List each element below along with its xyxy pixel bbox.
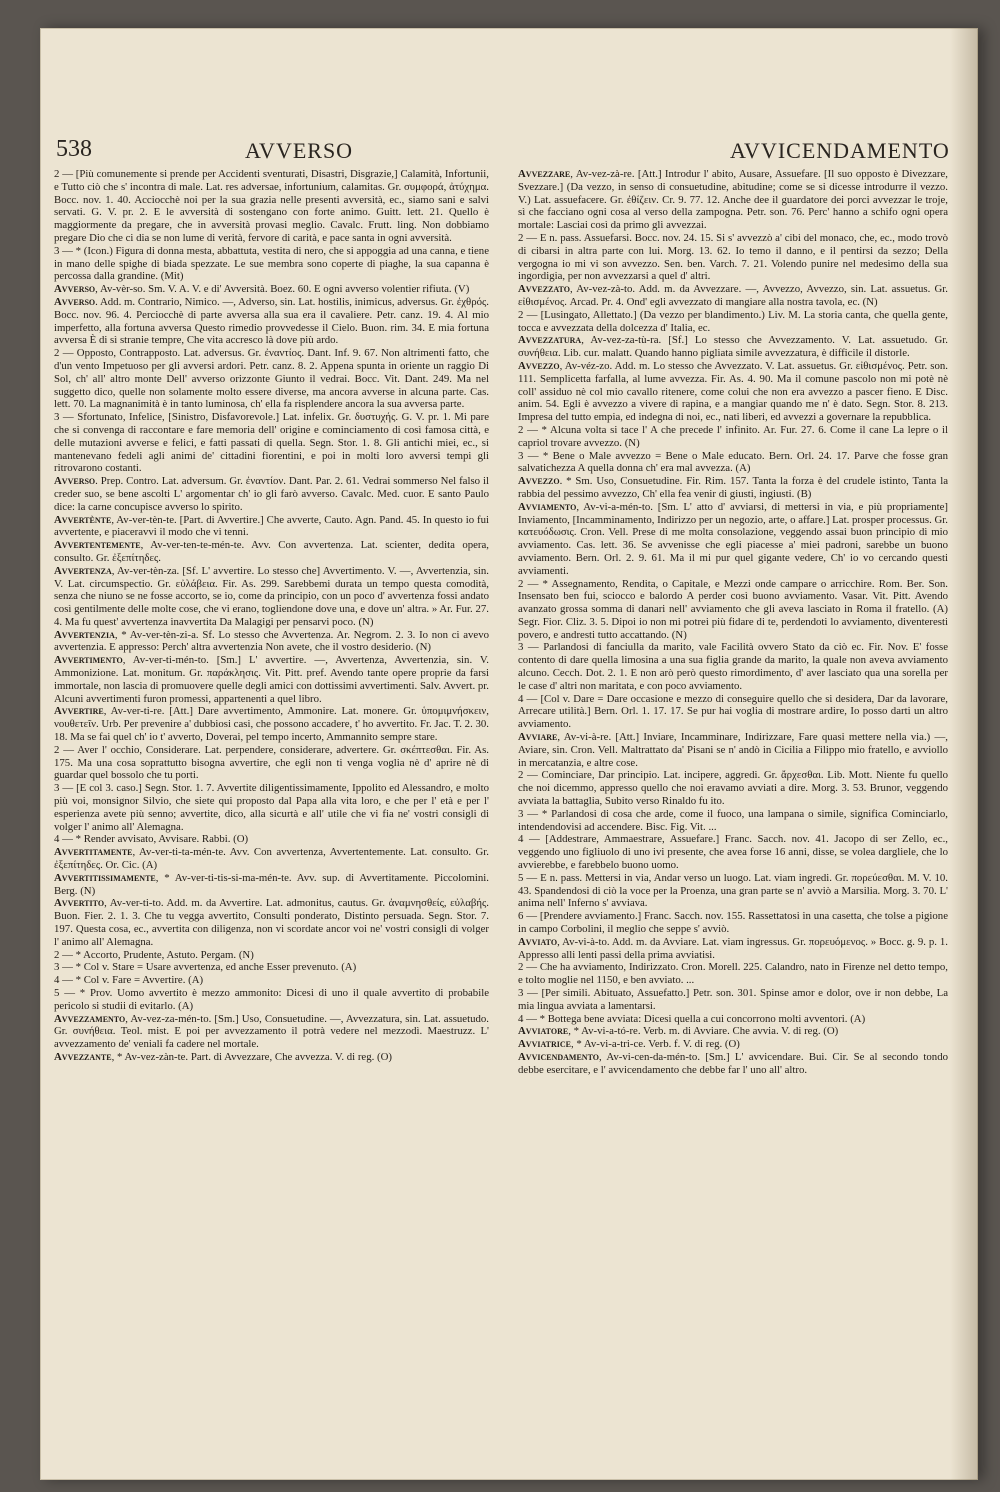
book-page: [40, 28, 978, 1480]
entry-headword: Avvertitissimamente: [54, 871, 156, 884]
dictionary-entry: [54, 514, 489, 540]
entry-text: 2 — * Accorto, Prudente, Astuto. Pergam. (N): [54, 948, 254, 961]
dictionary-entry: [518, 424, 948, 450]
entry-headword: Avvertimento: [54, 654, 123, 667]
entry-headword: Avvezzare: [518, 168, 571, 180]
dictionary-entry: [518, 475, 948, 501]
dictionary-entry: [54, 782, 489, 833]
entry-text: 3 — Parlandosi di fanciulla da marito, vale Facilità ovvero Stato da ciò ec. Fir. Nov. E' fosse contento di dare quella limosina a una sua figlia grande da marito, la quale non aveva avviamento alcuno. Cecch. Dot. 2. 1. E non arò però questo rimordimento, d' aver lasciato qua una sorella per le case d' altri non maritata, e con poco avviamento.: [518, 641, 948, 692]
entry-text: 6 — [Prendere avviamento.] Franc. Sacch. nov. 155. Rassettatosi in una casetta, che tolse a pigione in campo Corbolini, il meglio che seppe s' avviò.: [518, 910, 948, 936]
dictionary-entry: [518, 808, 948, 834]
page-number: 538: [56, 136, 92, 162]
entry-text: , Av-vi-à-to. Add. m. da Avviare. Lat. viam ingressus. Gr. πορευόμενος. » Bocc. g. 9. p. 1. Appresso alli lenti passi della prima avviatisi.: [518, 935, 948, 961]
entry-text: , Av-vèr-so. Sm. V. A. V. e di' Avversità. Boez. 60. E ogni avverso volentier rifiuta. (V): [95, 283, 470, 296]
entry-text: 4 — * Bottega bene avviata: Dicesi quella a cui concorrono molti avventori. (A): [518, 1012, 866, 1025]
entry-text: 2 — Cominciare, Dar principio. Lat. incipere, aggredi. Gr. ἄρχεσθαι. Lib. Mott. Niente fu quello che noi dicemmo, appresso quello che noi eravamo avviati a dire. Morg. 3. 53. Brunor, veggendo avviata la battaglia, Subito verso Rinaldo fu ito.: [518, 769, 948, 808]
entry-text: 4 — [Addestrare, Ammaestrare, Assuefare.] Franc. Sacch. nov. 41. Jacopo di ser Zello, ec., veggendo uno figliuolo di uno ivi presente, che avea forse 16 anni, disse, se volea dargliele, che lo avvierebbe, e farebbelo buono uomo.: [518, 833, 948, 872]
entry-text: 2 — Che ha avviamento, Indirizzato. Cron. Morell. 225. Calandro, nato in Firenze nel detto tempo, e tolto moglie nel 1150, e ben avviato. ...: [518, 961, 948, 987]
dictionary-entry: [518, 450, 948, 476]
entry-headword: Avviare: [518, 731, 558, 744]
dictionary-entry: [54, 654, 489, 705]
dictionary-entry: [518, 360, 948, 424]
dictionary-entry: [54, 411, 489, 475]
dictionary-entry: [518, 309, 948, 335]
dictionary-entry: [518, 693, 948, 731]
entry-headword: Avviato: [518, 935, 558, 948]
entry-text: . * Sm. Uso, Consuetudine. Fir. Rim. 157. Tanta la forza è del crudele istinto, Tanta la rabbia del pessimo avvezzo, Ch' ella fea venir di giusti, ingiusti. (B): [518, 475, 948, 500]
entry-text: 3 — Sfortunato, Infelice, [Sinistro, Disfavorevole.] Lat. infelix. Gr. δυστυχής. G. V. pr. 1. Mi pare che si convenga di raccontare e fare memoria dell' origine e cominciamento di così famosa città, e delle mutazioni avverse e felici, e fatti passati di quella. Segn. Stor. 1. 8. Gli antichi miei, ec., si mantenevano fedeli agli animi de' cittadini fiorentini, e poi in molti loro avversi tempi gli ritrovarono costanti.: [54, 411, 489, 475]
entry-text: , * Av-vez-zàn-te. Part. di Avvezzare, Che avvezza. V. di reg. (O): [111, 1050, 392, 1063]
entry-headword: Avviatore: [518, 1025, 569, 1038]
dictionary-entry: [518, 769, 948, 807]
dictionary-entry: [54, 347, 489, 411]
dictionary-entry: [54, 897, 489, 948]
entry-headword: Avverso: [54, 295, 96, 308]
dictionary-entry: [518, 1013, 948, 1026]
entry-text: 4 — * Render avvisato, Avvisare. Rabbi. (O): [54, 833, 249, 846]
entry-text: , Av-ver-ti-to. Add. m. da Avvertire. Lat. admonitus, cautus. Gr. ἀναμνησθείς, εὐλαβής. Buon. Fier. 2. 1. 3. Che tu vegga avvertito, Consulti ponderato, Distinto persuada. Segn. Stor. 7. 197. Questa cosa, ec., avvertita con diligenza, non vi scordate ancor voi ne' vostri consigli di volger l' animo all' Alemagna.: [54, 897, 489, 948]
entry-text: 4 — [Col v. Dare = Dare occasione e mezzo di conseguire quello che si desidera, Dar da lavorare, Arrecare utilità.] Bern. Orl. 1. 17. 17. Se pur hai voglia di mostrare ardire, Io posso darti un altro avviamento.: [518, 692, 948, 731]
entry-headword: Avvezzamento: [54, 1012, 126, 1025]
entry-text: , Av-ver-ti-mén-to. [Sm.] L' avvertire. —, Avvertenza, Avvertenzia, sin. V. Ammonizione. Lat. monitum. Gr. παράκλησις. Vit. Pitt. pref. Avendo tante opere proprie da farsi immortale, non lascia di promuovere quelle degli amici con dottissimi avvertimenti. Salv. Avvert. pr. Alcuni avvertimenti furon promessi, appartenenti a quel libro.: [54, 654, 489, 705]
dictionary-entry: [54, 961, 489, 974]
right-column: [518, 168, 948, 1418]
dictionary-entry: [518, 641, 948, 692]
entry-text: , Av-vi-cen-da-mén-to. [Sm.] L' avvicendare. Bui. Cir. Se al secondo tondo debbe esercitare, e l' avvicendamento che debbe far l' uno all' altro.: [518, 1050, 948, 1076]
dictionary-entry: [518, 334, 948, 360]
entry-text: , * Av-vi-a-tri-ce. Verb. f. V. di reg. (O): [571, 1038, 740, 1051]
entry-headword: Avvertènte: [54, 513, 112, 526]
dictionary-entry: [518, 833, 948, 871]
dictionary-entry: [518, 283, 948, 309]
dictionary-entry: [54, 974, 489, 987]
entry-text: 3 — [Per simili. Abituato, Assuefatto.] Petr. son. 301. Spinse amor e dolor, ove ir non debbe, La mia lingua avviata a lamentarsi.: [518, 987, 948, 1012]
dictionary-entry: [518, 872, 948, 910]
entry-text: 5 — * Prov. Uomo avvertito è mezzo ammonito: Dicesi di uno il quale avvertito di probabile pericolo si studii di evitarlo. (A): [54, 987, 489, 1012]
page-header: [40, 136, 978, 170]
entry-headword: Avvertito: [54, 897, 105, 910]
entry-text: , Av-vez-za-mén-to. [Sm.] Uso, Consuetudine. —, Avvezzatura, sin. Lat. assuetudo. Gr. συνήθεια. Teol. mist. E poi per avvezzamento il potrà vedere nel mezzodì. Maestruzz. L' avvezzamento de' veniali fa cadere nel mortale.: [54, 1012, 489, 1051]
dictionary-entry: [518, 731, 948, 769]
entry-text: 4 — * Col v. Fare = Avvertire. (A): [54, 974, 204, 987]
right-running-head: AVVICENDAMENTO: [730, 138, 950, 163]
dictionary-entry: [54, 168, 489, 245]
dictionary-entry: [518, 961, 948, 987]
entry-text: , * Av-ver-ti-tis-si-ma-mén-te. Avv. sup. di Avvertitamente. Piccolomini. Berg. (N): [54, 871, 489, 897]
entry-text: , Av-ver-ti-re. [Att.] Dare avvertimento, Ammonire. Lat. monere. Gr. ὑπομιμνήσκειν, νουθετεῖν. Urb. Per prevenire a' dubbiosi casi, che possono accadere, t' ho avvertito. Fr. Jac. T. 2. 30. 18. Ma se fai quel ch' io t' avverto, Doverai, pel tempo incerto, Ammannito sempre stare.: [54, 705, 489, 744]
entry-text: , Av-vez-zà-re. [Att.] Introdur l' abito, Ausare, Assuefare. [Il suo opposto è Divezzare, Svezzare.] (Da vezzo, in senso di consuetudine, abitudine; come se si dicesse introdurre il vezzo. V.) Lat. assuefacere. Gr. ἐθίζειν. Cr. 9. 77. 12. Anche dee il guardatore dei porci avvezzar le troje, sì che facciano ogni cosa al verso della zampogna. Petr. son. 76. Perc' hanno a schifo ogni opera mortale: Lasciai così da primo gli avvezzai.: [518, 168, 948, 232]
entry-text: 3 — * Col v. Stare = Usare avvertenza, ed anche Esser prevenuto. (A): [54, 961, 357, 974]
entry-text: 2 — * Assegnamento, Rendita, o Capitale, e Mezzi onde campare o arricchire. Rom. Ber. Son. Insensato ben fui, sciocco e balordo A perder così buono avviamento. Vasar. Vit. Pitt. Avendo avanzato grossa somma di danari nell' avviamento che gli aveva lasciato in Roma il fratello. (A) Segr. Fior. Cliz. 3. 5. Dipoi io non mi potrei più fidare di te, perdendoti lo avviamento, diventeresti povero, e andresti tutto accattando. (N): [518, 577, 948, 641]
entry-text: , Av-véz-zo. Add. m. Lo stesso che Avvezzato. V. Lat. assuetus. Gr. εἰθισμένος. Petr. son. 111. Semplicetta farfalla, al lume avvezza. Fir. As. 4. 90. Ma il comune pascolo non mi potè nè coll' assiduo nè col mio cavallo ritenere, come colui che non era avvezzo a pascer fieno. E Disc. anim. 54. Egli è avvezzo a vivere di rapina, e a mangiar quando me n' è dato. Segn. Stor. 8. 213. Impresa del tutto empia, ed indegna di noi, ec., nati liberi, ed avvezzi a governare la repubblica.: [518, 359, 948, 424]
dictionary-entry: [518, 987, 948, 1013]
entry-text: 2 — * Alcuna volta si tace l' A che precede l' infinito. Ar. Fur. 27. 6. Come il cane La lepre o il capriol trovare avvezzo. (N): [518, 423, 948, 449]
dictionary-entry: [54, 949, 489, 962]
entry-text: , Av-vi-a-mén-to. [Sm. L' atto d' avviarsi, di mettersi in via, e più propriamente] Inviamento, [Incamminamento, Indirizzo per un negozio, arte, o affare.] Lat. prosper processus. Gr. κατευόδωσις. Cron. Vell. Prese di me molta consolazione, veggendo assai buon principio di mio avviamento. Cas. lett. 36. Se avvenisse che egli piacesse a' miei padroni, sarebbe un buono avviamento. Bern. Orl. 2. 9. 61. Ma il mi pur quel gigante vedere, Ch' io vo cercando questi avviamenti.: [518, 500, 948, 577]
entry-headword: Avviamento: [518, 500, 577, 513]
dictionary-entry: [518, 910, 948, 936]
entry-text: , Av-ver-ti-ta-mén-te. Avv. Con avvertenza, Avvertentemente. Lat. consulto. Gr. ἐξεπίτηδες. Or. Cic. (A): [54, 846, 489, 872]
left-running-head: AVVERSO: [245, 138, 354, 163]
dictionary-entry: [54, 629, 489, 655]
entry-headword: Avverso: [54, 283, 96, 296]
dictionary-entry: [54, 296, 489, 347]
entry-headword: Avvezzante: [54, 1050, 112, 1063]
dictionary-entry: [518, 168, 948, 232]
dictionary-entry: [54, 744, 489, 782]
entry-headword: Avvertentemente: [54, 539, 141, 552]
entry-text: , * Av-ver-tèn-zi-a. Sf. Lo stesso che Avvertenza. Ar. Negrom. 2. 3. Io non ci avevo avvertenzia. E appresso: Perch' altra avvertenzia Non avete, che il vostro desiderio. (N): [54, 628, 489, 654]
entry-text: 2 — E n. pass. Assuefarsi. Bocc. nov. 24. 15. Si s' avvezzò a' cibi del monaco, che, ec., modo trovò di cibarsi in altra parte con lui. Morg. 13. 62. Io temo il danno, e il pentirsi da sezzo; Della vergogna io mi vi son avvezzo. Sen. ben. Varch. 7. 21. Volendo punire nel medesimo della sua ingordigia, per non avvezzarsi a quel d' altri.: [518, 231, 948, 283]
entry-text: , Av-ver-tèn-za. [Sf. L' avvertire. Lo stesso che] Avvertimento. V. —, Avvertenzia, sin. V. Lat. circumspectio. Gr. εὐλάβεια. Fir. As. 299. Sarebbemi durata un tempo questa comodità, senza che niuno se ne fosse accorto, se io, come da principio, con un poco d' avvertenza fossi andato così gentilmente delle molte cose, che vi erano, togliendone dove una, e dove un' altra. » Ar. Fur. 27. 4. Ma fu quest' avvertenza inavvertita Da Malagigi per pensarvi poco. (N): [54, 564, 489, 628]
dictionary-entry: [54, 245, 489, 283]
entry-headword: Avvertenzia: [54, 628, 115, 641]
dictionary-entry: [518, 936, 948, 962]
dictionary-entry: [54, 539, 489, 565]
dictionary-entry: [54, 1013, 489, 1051]
dictionary-entry: [54, 846, 489, 872]
entry-text: , Av-vez-za-tù-ra. [Sf.] Lo stesso che Avvezzamento. V. Lat. assuetudo. Gr. συνήθεια. Lib. cur. malatt. Quando hanno pigliata simile avvezzatura, è difficile il distorle.: [518, 334, 948, 360]
entry-headword: Avvezzo: [518, 475, 560, 488]
entry-text: 3 — * (Icon.) Figura di donna mesta, abbattuta, vestita di nero, che si appoggia ad una canna, e tiene in mano delle spighe di biada spezzate. Le sue membra sono coperte di piaghe, la sua capanna è percossa dalla grandine. (Mit): [54, 244, 489, 283]
entry-text: , Av-vez-zà-to. Add. m. da Avvezzare. —, Avvezzo, Avvezzo, sin. Lat. assuetus. Gr. εἰθισμένος. Arcad. Pr. 4. Ond' egli avvezzato di mangiare alla nostra tavola, ec. (N): [518, 283, 948, 308]
dictionary-entry: [518, 1051, 948, 1077]
entry-text: 3 — * Bene o Male avvezzo = Bene o Male educato. Bern. Orl. 24. 17. Parve che fosse gran salvatichezza A quella donna ch' era mal avvezza. (A): [518, 449, 948, 475]
dictionary-entry: [54, 833, 489, 846]
dictionary-entry: [54, 283, 489, 296]
entry-text: , Av-ver-tèn-te. [Part. di Avvertire.] Che avverte, Cauto. Agn. Pand. 45. In questo io fui avvertente, e piaceravvi il modo che vi tenni.: [54, 513, 489, 539]
entry-text: 5 — E n. pass. Mettersi in via, Andar verso un luogo. Lat. viam ingredi. Gr. πορεύεσθαι. M. V. 10. 43. Spandendosi di ciò la voce per la Proenza, una gran parte se n' avviò a Marsilia. Morg. 3. 70. L' anima nell' Inferno s' avviava.: [518, 871, 948, 910]
entry-headword: Avvertire: [54, 705, 104, 718]
entry-headword: Avvertenza: [54, 564, 112, 577]
entry-text: 3 — [E col 3. caso.] Segn. Stor. 1. 7. Avvertite diligentissimamente, Ippolito ed Alessandro, e molto più voi, monsignor Silvio, che siete qui proposto dal Papa alla vita loro, e che per l' età e per l' esperienza avete più senno; avvertite, dico, alla sicurtà e all' utile che vi fia ne' vostri consigli di volger l' animo all' Alemagna.: [54, 782, 489, 833]
entry-headword: Avviatrice: [518, 1038, 571, 1051]
entry-text: . Prep. Contro. Lat. adversum. Gr. ἐναντίον. Dant. Par. 2. 61. Vedrai sommerso Nel falso il creder suo, se bene ascolti L' argomentar ch' io gli farò avverso. Cavalc. Med. cuor. E santo Paulo dice: la carne concupisce avverso lo spirito.: [54, 475, 489, 513]
entry-text: 2 — [Più comunemente si prende per Accidenti sventurati, Disastri, Disgrazie,] Calamità, Infortunii, e Tutto ciò che s' incontra di male. Lat. res adversae, infortunium, calamitas. Gr. συμφορά, ἀτύχημα. Bocc. nov. 1. 40. Acciocchè noi per la sua grazia nelle presenti avversità, ec., siamo sani e salvi servati. G. V. pr. 2. E le avversità di sostengano con forte animo. Guitt. lett. 21. Quello è maggiormente da pregare, che in avversità provasi meglio. Cavalc. Frutt. ling. Non dobbiamo pregare Dio che ci dia se non lume di verità, fervore di carità, e pace santa in ogni avversità.: [54, 168, 489, 244]
entry-headword: Avvicendamento: [518, 1050, 599, 1063]
entry-text: 3 — * Parlandosi di cosa che arde, come il fuoco, una lampana o simile, significa Cominciarlo, intendendovisi ad accendere. Bisc. Fig. Vit. ...: [518, 807, 948, 833]
entry-text: 2 — Aver l' occhio, Considerare. Lat. perpendere, considerare, advertere. Gr. σκέπτεσθαι. Fir. As. 175. Ma una cosa soprattutto bisogna avvertire, che egli non ti venga voglia nè d' aprire nè di guardar quel bossolo che tu porti.: [54, 743, 489, 782]
dictionary-entry: [54, 565, 489, 629]
entry-text: . Add. m. Contrario, Nimico. —, Adverso, sin. Lat. hostilis, inimicus, adversus. Gr. ἐχθρός. Bocc. nov. 96. 4. Perciocchè di parte avversa alla sua era il cavaliere. Petr. canz. 19. 4. Al mio imperfetto, alla fortuna avversa Questo rimedio provvedesse il Cielo. Buon. rim. 34. E mia fortuna avversa È di sì stranie tempre, Che vita accresco là dove più ardo.: [54, 295, 489, 347]
entry-text: 2 — [Lusingato, Allettato.] (Da vezzo per blandimento.) Liv. M. La storia canta, che quella gente, tocca e avvezzata della dolcezza d' Italia, ec.: [518, 308, 948, 334]
entry-text: , Av-vi-à-re. [Att.] Inviare, Incamminare, Indirizzare, Fare quasi mettere nella via.) —, Aviare, sin. Cron. Vell. Maltrattato da' Pisani se n' andò in Cicilia a Filippo mio fratello, e avviollo in mercatanzia, e altre cose.: [518, 731, 948, 769]
dictionary-entry: [54, 872, 489, 898]
dictionary-entry: [518, 1025, 948, 1038]
entry-headword: Avverso: [54, 475, 96, 488]
entry-headword: Avvezzatura: [518, 334, 582, 347]
dictionary-entry: [518, 501, 948, 578]
entry-text: 2 — Opposto, Contrapposto. Lat. adversus. Gr. ἐναντίος. Dant. Inf. 9. 67. Non altrimenti fatto, che d'un vento Impetuoso per gli avversi ardori. Petr. canz. 8. 2. Appena spunta in oriente un raggio Di Sol, ch' all' altro monte Dell' avverso orizzonte Giunto il vedrai. Bocc. Vit. Dant. 249. Ma nel suggetto dico, quelle non solamente molto essere diverse, ma ancora avverse in alcuna parte. Cas. lett. 70. La magnanimità è in tanto luminosa, ch' ella fa risplendere ancora la sua avversa parte.: [54, 347, 489, 411]
entry-text: , * Av-vi-a-tó-re. Verb. m. di Avviare. Che avvia. V. di reg. (O): [568, 1025, 839, 1038]
left-column: [54, 168, 489, 1418]
dictionary-entry: [518, 232, 948, 283]
dictionary-entry: [54, 1051, 489, 1064]
dictionary-entry: [54, 705, 489, 743]
dictionary-entry: [518, 578, 948, 642]
dictionary-entry: [518, 1038, 948, 1051]
entry-headword: Avvezzato: [518, 283, 570, 296]
entry-headword: Avvertitamente: [54, 846, 133, 859]
entry-headword: Avvezzo: [518, 359, 560, 372]
dictionary-entry: [54, 475, 489, 513]
dictionary-entry: [54, 987, 489, 1013]
entry-text: , Av-ver-ten-te-mén-te. Avv. Con avvertenza. Lat. scienter, dedita opera, consulto. Gr. ἐξεπίτηδες.: [54, 539, 489, 564]
